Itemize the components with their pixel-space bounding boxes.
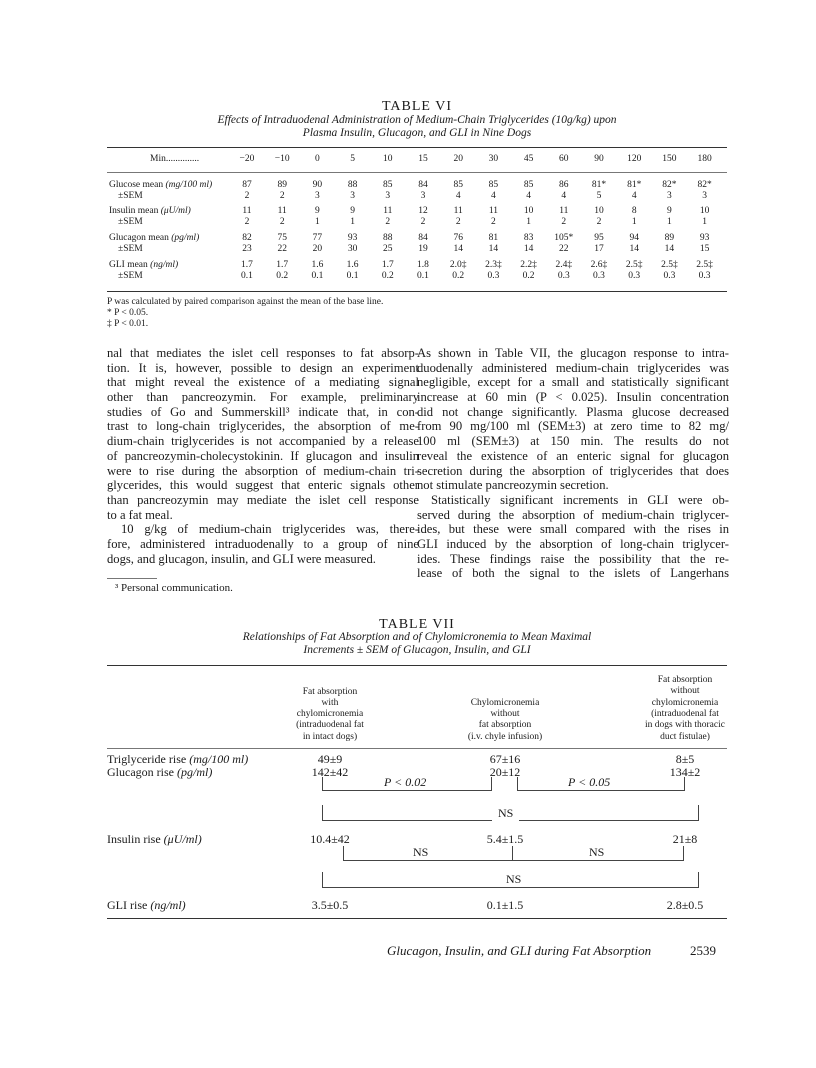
sem-cell: 2 (455, 217, 461, 227)
mean-cell: 77 (312, 233, 323, 243)
column-header-line: chylomicronemia (296, 709, 364, 720)
sem-cell: 2 (279, 217, 285, 227)
sem-cell: 0.3 (557, 271, 570, 281)
sem-cell: 2 (596, 217, 602, 227)
sem-cell: 4 (561, 191, 567, 201)
text-line: negligible, except for a small and statistically significant (417, 375, 729, 390)
text-line: duodenally administered medium-chain triglycerides was (417, 360, 729, 375)
p-value-glucagon-2-3: P < 0.05 (562, 775, 616, 790)
mean-cell: 81 (488, 233, 499, 243)
sem-cell: 2 (279, 191, 285, 201)
text-line: from 90 mg/100 ml (SEM±3) at zero time to 82 mg/ (417, 419, 729, 434)
sem-cell: 1 (667, 217, 672, 227)
sem-label: ±SEM (118, 217, 143, 227)
value-cell: 49±9 (317, 752, 343, 766)
mean-cell: 87 (242, 180, 252, 190)
mean-cell: 9 (315, 206, 320, 216)
row-label-unit: (pg/ml) (176, 765, 213, 779)
mean-cell: 85 (523, 180, 534, 190)
column-header (440, 698, 570, 743)
sem-cell: 0.3 (593, 271, 605, 281)
sem-cell: 4 (491, 191, 496, 201)
sem-cell: 20 (312, 244, 323, 254)
mean-cell: 76 (453, 233, 463, 243)
value-cell: 5.4±1.5 (486, 832, 524, 846)
sem-cell: 1 (315, 217, 320, 227)
row-label-name: Insulin mean (109, 206, 159, 216)
page-number: 2539 (690, 943, 716, 958)
sem-cell: 0.2 (522, 271, 535, 281)
mean-cell: 1.7 (381, 260, 394, 270)
sem-cell: 1 (702, 217, 707, 227)
sem-cell: 4 (631, 191, 637, 201)
mean-cell: 82* (662, 180, 677, 190)
sem-cell: 0.1 (346, 271, 359, 281)
text-line: increase at 60 min (P < 0.025). Insulin concentration (417, 390, 729, 405)
text-line: trast to long-chain triglycerides, the absorption of me- (107, 419, 419, 434)
text-line: GLI induced by the absorption of long-chain triglycer- (417, 536, 729, 551)
mean-cell: 90 (312, 180, 323, 190)
mean-cell: 86 (559, 180, 569, 190)
mean-cell: 1.7 (241, 260, 253, 270)
text-line: ides. These findings raise the possibility that the re- (417, 551, 729, 566)
sem-cell: 0.2 (452, 271, 465, 281)
header-minute: 120 (627, 154, 642, 164)
value-cell: 142±42 (311, 765, 349, 779)
text-line: not stimulate pancreozymin secretion. (417, 478, 609, 493)
mean-cell: 2.0‡ (449, 260, 467, 270)
mean-cell: 11 (559, 206, 569, 216)
header-minute: 180 (697, 154, 712, 164)
column-header-line: Chylomicronemia (470, 697, 540, 708)
sem-cell: 3 (667, 191, 672, 201)
row-label-unit: (μU/ml) (160, 206, 191, 216)
header-minute: −10 (274, 154, 290, 164)
running-title: Glucagon, Insulin, and GLI during Fat Absorption (387, 943, 652, 958)
ns-insulin-1-3: NS (500, 872, 527, 887)
sem-cell: 0.2 (381, 271, 394, 281)
row-label-unit: (ng/ml) (150, 898, 186, 912)
text-line: glycerides, this would suggest that enteric signals other (107, 478, 419, 493)
mean-cell: 2.5‡ (696, 260, 713, 270)
column-header-line: (i.v. chyle infusion) (467, 731, 543, 742)
sem-label: ±SEM (118, 244, 143, 254)
table-vii-label: TABLE VII (379, 617, 455, 632)
footnote-asterisk: * P < 0.05. (107, 308, 149, 318)
p-value-glucagon-1-2: P < 0.02 (378, 775, 432, 790)
value-cell: 134±2 (669, 765, 701, 779)
header-minute: 5 (350, 154, 355, 164)
ns-insulin-1-2: NS (407, 845, 434, 860)
text-line: 100 ml (SEM±3) at 150 min. The results do not (417, 434, 729, 449)
value-cell: 2.8±0.5 (666, 898, 704, 912)
text-line: were to rise during the absorption of medium-chain tri- (107, 463, 419, 478)
sem-cell: 1 (350, 217, 355, 227)
text-line: did not change significantly. Plasma glucose decreased (417, 404, 729, 419)
sem-cell: 2 (561, 217, 567, 227)
row-label (107, 765, 212, 780)
mean-cell: 9 (350, 206, 355, 216)
column-header-line: Fat absorption (657, 675, 713, 686)
sem-cell: 15 (699, 244, 710, 254)
text-line: secretion during the absorption of triglycerides that does (417, 463, 729, 478)
ns-insulin-2-3: NS (583, 845, 610, 860)
header-minute: 45 (523, 154, 534, 164)
column-header-line: (intraduodenal fat (296, 720, 364, 731)
value-cell: 0.1±1.5 (486, 898, 524, 912)
text-line: other than pancreozymin. For example, preliminary (107, 390, 419, 405)
column-header-line: Fat absorption (302, 686, 358, 697)
sem-cell: 14 (629, 244, 639, 254)
mean-cell: 82* (697, 180, 712, 190)
table-vii-bottom-rule (107, 918, 727, 919)
mean-cell: 11 (383, 206, 393, 216)
column-header-line: with (321, 697, 339, 708)
mean-cell: 1.8 (417, 260, 429, 270)
mean-cell: 10 (523, 206, 534, 216)
header-min-label: Min.............. (150, 154, 200, 164)
value-cell: 21±8 (672, 832, 698, 846)
sem-cell: 0.3 (698, 271, 711, 281)
row-label-name: Triglyceride rise (107, 752, 187, 766)
sem-cell: 3 (315, 191, 320, 201)
value-cell: 3.5±0.5 (311, 898, 349, 912)
text-line: that might reveal the existence of a mediating signal (107, 375, 419, 390)
sem-label: ±SEM (118, 271, 143, 281)
footnote-p-method: P was calculated by paired comparison against the mean of the base line. (107, 297, 384, 307)
mean-cell: 2.5‡ (625, 260, 643, 270)
footnote-double-dagger: ‡ P < 0.01. (107, 319, 149, 329)
mean-cell: 93 (347, 233, 358, 243)
text-line: tion. It is, however, possible to design an experiment (107, 360, 419, 375)
mean-cell: 11 (488, 206, 498, 216)
mean-cell: 2.6‡ (590, 260, 608, 270)
table-vii-header-rule (107, 748, 727, 749)
row-label-name: Glucagon rise (107, 765, 174, 779)
sem-cell: 22 (277, 244, 287, 254)
text-line: 10 g/kg of medium-chain triglycerides was, there- (121, 522, 419, 537)
mean-cell: 2.5‡ (661, 260, 678, 270)
table-vi-caption-line: Plasma Insulin, Glucagon, and GLI in Nine Dogs (302, 127, 532, 139)
sem-cell: 0.2 (276, 271, 289, 281)
row-label-name: Glucagon mean (109, 233, 169, 243)
sem-cell: 0.1 (241, 271, 253, 281)
mean-cell: 2.2‡ (520, 260, 537, 270)
mean-cell: 11 (453, 206, 463, 216)
value-cell: 20±12 (489, 765, 521, 779)
ns-glucagon-1-3: NS (492, 806, 519, 821)
mean-cell: 9 (667, 206, 672, 216)
mean-cell: 12 (418, 206, 428, 216)
row-label-name: Insulin rise (107, 832, 161, 846)
mean-cell: 2.3‡ (485, 260, 502, 270)
row-label-unit: (mg/100 ml) (189, 752, 249, 766)
mean-cell: 8 (631, 206, 637, 216)
mean-cell: 83 (523, 233, 534, 243)
sem-cell: 0.3 (663, 271, 676, 281)
personal-communication-footnote: ³ Personal communication. (115, 582, 233, 594)
value-cell: 10.4±42 (310, 832, 350, 846)
mean-cell: 95 (594, 233, 604, 243)
mean-cell: 89 (277, 180, 287, 190)
sem-cell: 4 (455, 191, 461, 201)
mean-cell: 105* (554, 233, 574, 243)
sem-cell: 2 (385, 217, 391, 227)
mean-cell: 81* (627, 180, 642, 190)
table-vii-caption-line: Relationships of Fat Absorption and of Chylomicronemia to Mean Maximal (242, 631, 592, 643)
row-label-unit: (mg/100 ml) (165, 180, 213, 190)
sem-cell: 1 (631, 217, 637, 227)
row-label-name: GLI rise (107, 898, 148, 912)
mean-cell: 1.6 (346, 260, 359, 270)
row-label-unit: (pg/ml) (171, 233, 200, 243)
sem-cell: 19 (418, 244, 428, 254)
column-header-line: duct fistulae) (660, 731, 710, 742)
column-header (620, 675, 750, 743)
mean-cell: 85 (488, 180, 499, 190)
header-minute: 20 (453, 154, 463, 164)
header-minute: 10 (383, 154, 393, 164)
sem-cell: 3 (385, 191, 391, 201)
table-vii-caption-line: Increments ± SEM of Glucagon, Insulin, and GLI (303, 644, 531, 656)
text-line: to a fat meal. (107, 507, 173, 522)
sem-cell: 5 (596, 191, 602, 201)
header-minute: 15 (418, 154, 428, 164)
text-line: lease of both the signal to the islets of Langerhans (417, 566, 729, 581)
mean-cell: 10 (699, 206, 710, 216)
mean-cell: 88 (347, 180, 358, 190)
sem-cell: 14 (523, 244, 534, 254)
row-label-name: GLI mean (109, 260, 148, 270)
sem-label: ±SEM (118, 191, 143, 201)
column-header-line: fat absorption (478, 720, 532, 731)
column-header-line: chylomicronemia (651, 697, 719, 708)
mean-cell: 88 (383, 233, 393, 243)
mean-cell: 11 (277, 206, 287, 216)
mean-cell: 93 (699, 233, 710, 243)
sem-cell: 0.3 (487, 271, 500, 281)
sem-cell: 25 (383, 244, 393, 254)
header-minute: 60 (559, 154, 569, 164)
text-line: nal that mediates the islet cell responses to fat absorp- (107, 346, 419, 360)
sem-cell: 3 (350, 191, 355, 201)
header-minute: −20 (239, 154, 255, 164)
mean-cell: 84 (418, 233, 428, 243)
text-line: studies of Go and Summerskill³ indicate that, in con- (107, 404, 419, 419)
text-line: dogs, and glucagon, insulin, and GLI were measured. (107, 551, 376, 566)
row-label-unit: (μU/ml) (163, 832, 202, 846)
mean-cell: 94 (629, 233, 639, 243)
row-label (107, 832, 202, 847)
sem-cell: 22 (559, 244, 569, 254)
sem-cell: 2 (244, 191, 250, 201)
column-header-line: in intact dogs) (302, 731, 358, 742)
column-header (265, 687, 395, 743)
mean-cell: 85 (383, 180, 393, 190)
sem-cell: 17 (594, 244, 604, 254)
column-header-line: in dogs with thoracic (645, 720, 725, 731)
mean-cell: 89 (664, 233, 675, 243)
sem-cell: 3 (702, 191, 707, 201)
mean-cell: 84 (418, 180, 428, 190)
table-vi-label: TABLE VI (381, 99, 452, 114)
column-header-line: (intraduodenal fat (651, 709, 719, 720)
text-line: dium-chain triglycerides is not accompanied by a release (107, 434, 419, 449)
value-cell: 8±5 (675, 752, 695, 766)
text-line: than pancreozymin may mediate the islet cell response (107, 492, 419, 507)
mean-cell: 82 (242, 233, 252, 243)
column-header-line: without (670, 686, 700, 697)
sem-cell: 0.1 (417, 271, 429, 281)
sem-cell: 23 (242, 244, 252, 254)
text-line: Statistically significant increments in GLI were ob- (431, 492, 729, 507)
sem-cell: 2 (420, 217, 426, 227)
mean-cell: 75 (277, 233, 287, 243)
sem-cell: 14 (664, 244, 675, 254)
text-line: As shown in Table VII, the glucagon response to intra- (417, 346, 729, 360)
text-line: fore, administered intraduodenally to a group of nine (107, 536, 419, 551)
mean-cell: 1.7 (276, 260, 289, 270)
sem-cell: 1 (526, 217, 531, 227)
row-label (107, 898, 186, 913)
text-line: reveal the existence of an enteric signal for glucagon (417, 448, 729, 463)
mean-cell: 2.4‡ (555, 260, 573, 270)
header-minute: 150 (662, 154, 677, 164)
mean-cell: 10 (594, 206, 604, 216)
text-line: served during the absorption of medium-chain triglycer- (417, 507, 729, 522)
sem-cell: 2 (244, 217, 250, 227)
header-minute: 0 (315, 154, 320, 164)
sem-cell: 0.1 (311, 271, 324, 281)
column-header-line: without (490, 709, 520, 720)
sem-cell: 4 (526, 191, 531, 201)
mean-cell: 11 (242, 206, 252, 216)
mean-cell: 85 (453, 180, 463, 190)
sem-cell: 30 (347, 244, 358, 254)
header-minute: 90 (594, 154, 604, 164)
sem-cell: 14 (453, 244, 463, 254)
header-minute: 30 (488, 154, 499, 164)
mean-cell: 81* (591, 180, 607, 190)
sem-cell: 0.3 (628, 271, 641, 281)
sem-cell: 2 (491, 217, 496, 227)
sem-cell: 14 (488, 244, 499, 254)
text-line: ides, but these were small compared with the rises in (417, 522, 729, 537)
row-label-name: Glucose mean (109, 180, 164, 190)
sem-cell: 3 (420, 191, 426, 201)
mean-cell: 1.6 (311, 260, 324, 270)
table-vi-caption-line: Effects of Intraduodenal Administration of Medium-Chain Triglycerides (10g/kg) upon (217, 114, 617, 126)
value-cell: 67±16 (489, 752, 521, 766)
row-label-unit: (ng/ml) (150, 260, 179, 270)
text-line: of pancreozymin-cholecystokinin. If glucagon and insulin (107, 448, 419, 463)
